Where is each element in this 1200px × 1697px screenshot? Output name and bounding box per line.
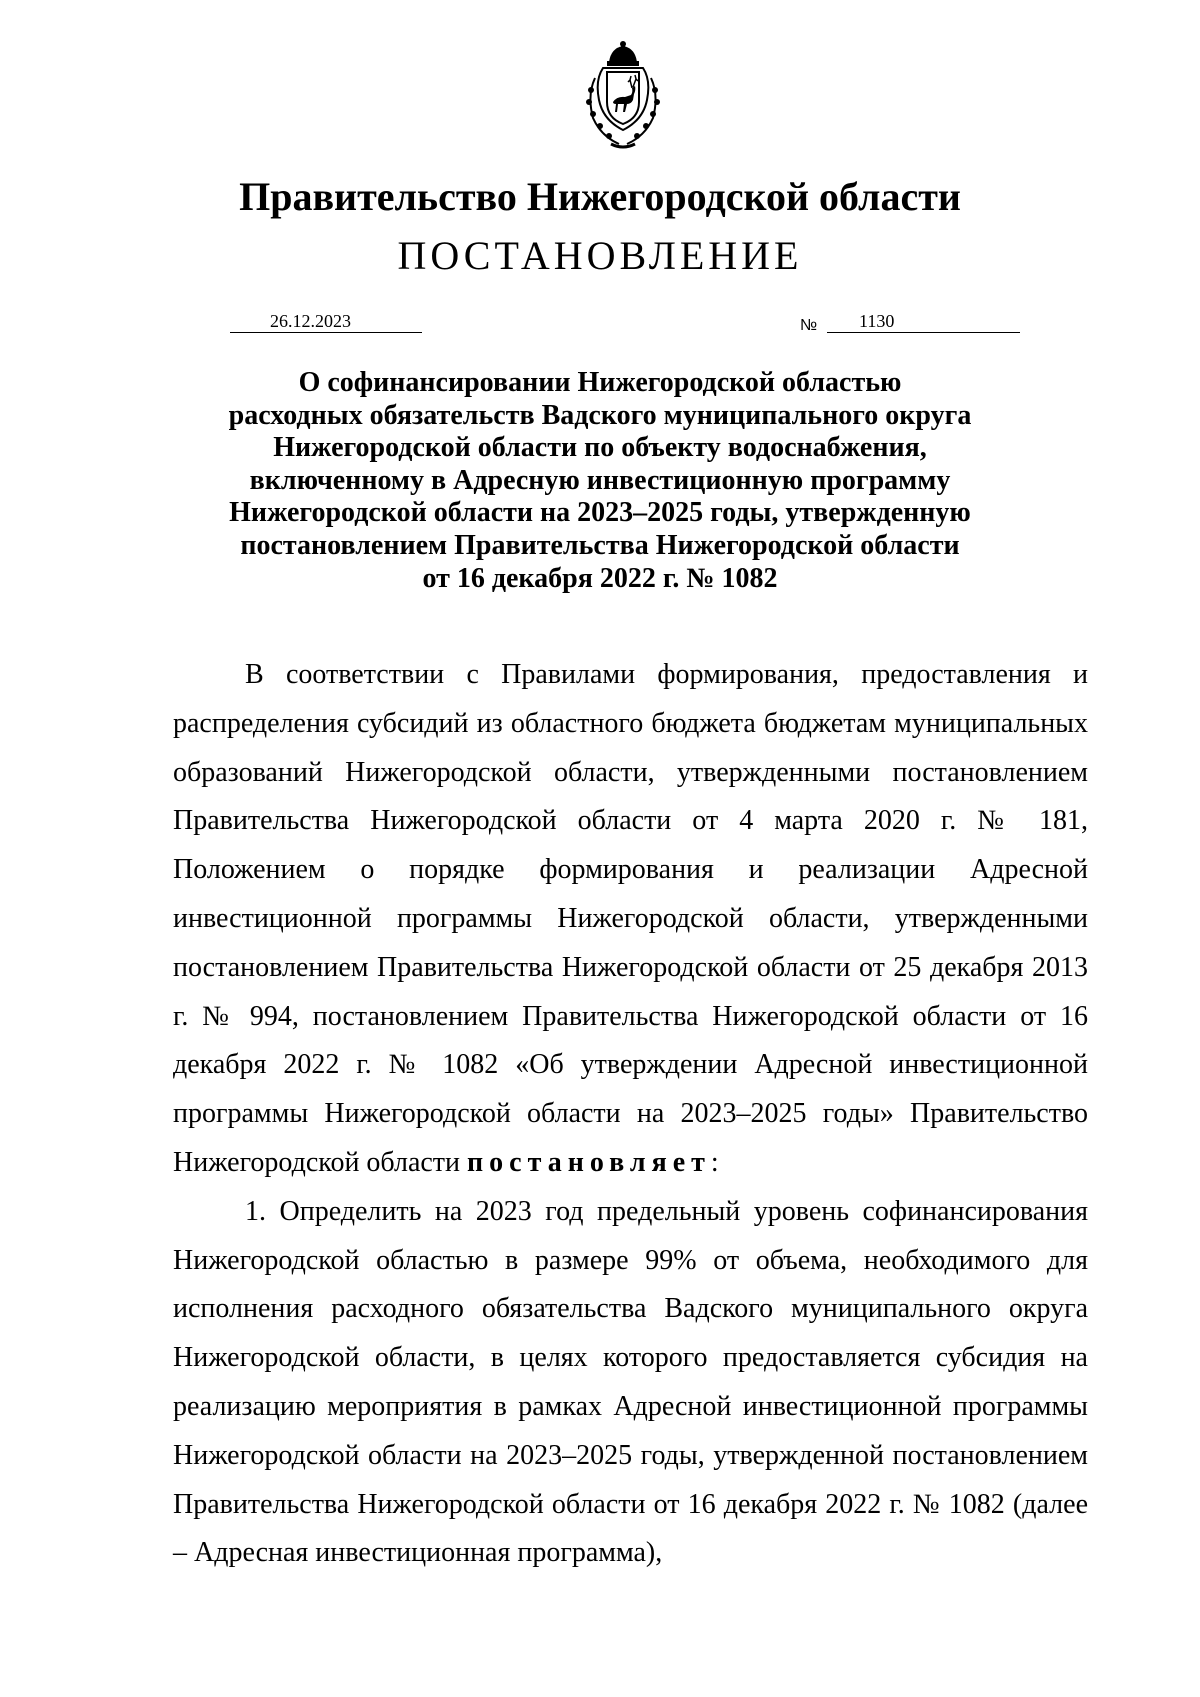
preamble-paragraph: [173, 651, 1088, 1188]
clause-1-paragraph: 1. Определить на 2023 год предельный уровень софинансирования Нижегородской областью в размере 99% от объема, необходимого для исполнения расходного обязательства Вадского муниципального округа Нижегородской области, в целях которого предоставляется субсидия на реализацию мероприятия в рамках Адресной инвестиционной программы Нижегородской области на 2023–2025 годы, утвержденной постановлением Правительства Нижегородской области от 16 декабря 2022 г. № 1082 (далее – Адресная инвестиционная программа),: [173, 1195, 1088, 1569]
title-line: включенному в Адресную инвестиционную программу: [249, 464, 951, 496]
title-line: от 16 декабря 2022 г. № 1082: [422, 562, 778, 594]
title-line: расходных обязательств Вадского муниципального округа: [228, 399, 972, 431]
title-line: О софинансировании Нижегородской областью: [298, 367, 902, 398]
title-line: постановлением Правительства Нижегородской области: [240, 529, 960, 561]
title-line: Нижегородской области на 2023–2025 годы, утвержденную: [229, 497, 971, 529]
document-type: ПОСТАНОВЛЕНИЕ: [397, 233, 803, 278]
document-date: 26.12.2023: [230, 310, 422, 333]
decree-colon: :: [710, 1146, 719, 1178]
document-title: [0, 367, 1200, 595]
document-number: 1130: [827, 310, 1020, 333]
coat-of-arms-icon: [573, 40, 673, 152]
preamble-text: В соответствии с Правилами формирования, предоставления и распределения субсидий из областного бюджета бюджетам муниципальных образований Нижегородской области, утвержденными постановлением Правительства Нижегородской области от 4 марта 2020 г. № 181, Положением о порядке формирования и реализации Адресной инвестиционной программы Нижегородской области, утвержденными постановлением Правительства Нижегородской области от 25 декабря 2013 г. № 994, постановлением Правительства Нижегородской области от 16 декабря 2022 г. № 1082 «Об утверждении Адресной инвестиционной программы Нижегородской области на 2023–2025 годы» Правительство Нижегородской области: [173, 659, 1088, 1178]
document-body: [173, 651, 1088, 1578]
number-label: №: [800, 317, 818, 334]
organization-name: Правительство Нижегородской области: [239, 174, 961, 219]
title-line: Нижегородской области по объекту водоснабжения,: [273, 432, 927, 464]
decree-word: постановляет: [467, 1146, 711, 1178]
